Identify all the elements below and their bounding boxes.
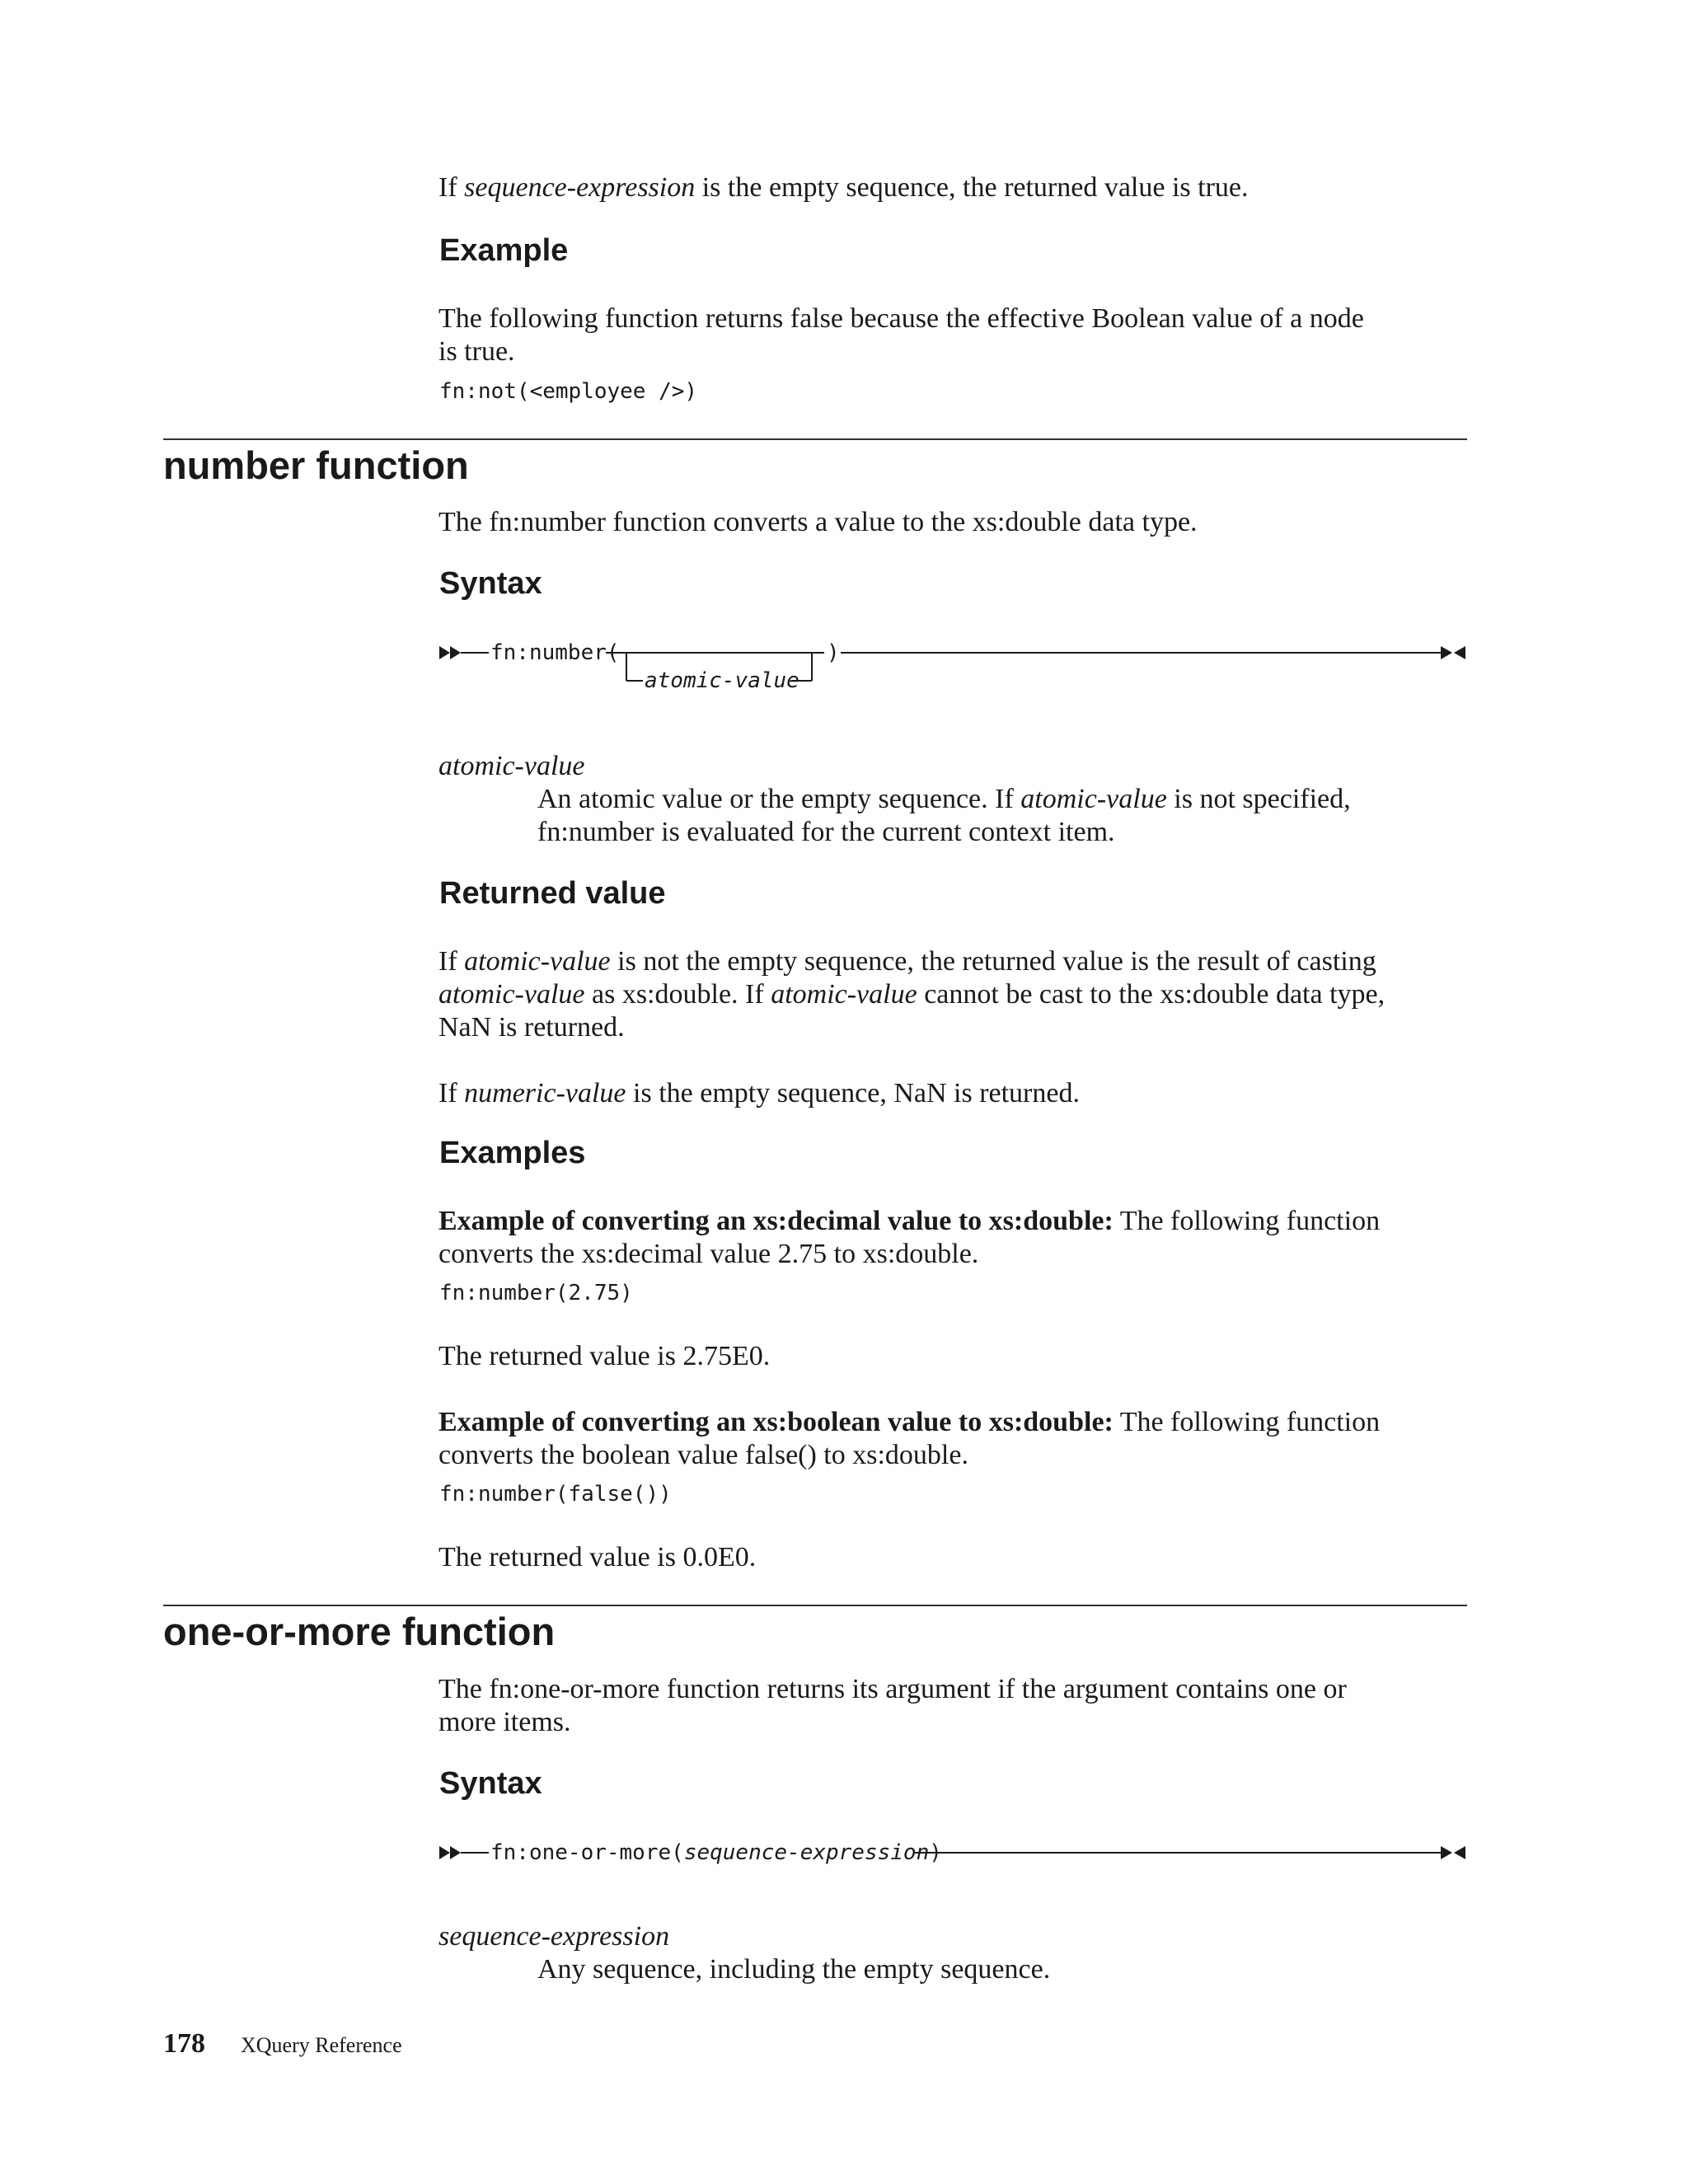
param-term-atomic-value: atomic-value (438, 751, 585, 781)
param-term-sequence-expression: sequence-expression (438, 1921, 670, 1952)
example2-title: Example of converting an xs:boolean value to xs:double: (438, 1407, 1114, 1437)
returned-value-line1: If atomic-value is not the empty sequence, the returned value is the result of casting (438, 946, 1376, 977)
example2-line1: Example of converting an xs:boolean value to xs:double: The following function (438, 1407, 1381, 1437)
example1-line2: converts the xs:decimal value 2.75 to xs:double. (438, 1239, 979, 1269)
example1-result: The returned value is 2.75E0. (438, 1341, 771, 1371)
running-footer-title: XQuery Reference (241, 2033, 402, 2057)
syntax-param-atomic-value: atomic-value (645, 668, 799, 693)
examples-heading: Examples (439, 1136, 586, 1170)
code-example-number-decimal: fn:number(2.75) (439, 1281, 633, 1305)
param-description: Any sequence, including the empty sequence. (537, 1954, 1051, 1985)
syntax-heading: Syntax (439, 566, 542, 601)
returned-value-line3: NaN is returned. (438, 1012, 625, 1043)
syntax-param-sequence-expression: sequence-expression (683, 1840, 930, 1865)
one-or-more-intro-line2: more items. (438, 1707, 571, 1737)
example-description-line1: The following function returns false because the effective Boolean value of a node (438, 303, 1364, 334)
section-title-one-or-more-function: one-or-more function (163, 1610, 556, 1653)
syntax-heading: Syntax (439, 1766, 542, 1801)
number-intro: The fn:number function converts a value to the xs:double data type. (438, 507, 1198, 537)
example1-title: Example of converting an xs:decimal value to xs:double: (438, 1206, 1114, 1236)
example-description-line2: is true. (438, 336, 515, 367)
page-number: 178 (163, 2028, 205, 2059)
code-example-number-boolean: fn:number(false()) (439, 1482, 672, 1507)
param-description-line2: fn:number is evaluated for the current context item. (537, 817, 1115, 847)
syntax-close-paren: ) (827, 640, 840, 665)
example1-line1: Example of converting an xs:decimal value to xs:double: The following function (438, 1206, 1381, 1236)
returned-value-nan-note: If numeric-value is the empty sequence, NaN is returned. (438, 1078, 1080, 1108)
syntax-keyword-fn-number: fn:number( (490, 640, 620, 665)
returned-value-line2: atomic-value as xs:double. If atomic-value cannot be cast to the xs:double data type, (438, 979, 1386, 1010)
param-description-line1: An atomic value or the empty sequence. If atomic-value is not specified, (537, 784, 1351, 814)
example2-result: The returned value is 0.0E0. (438, 1542, 757, 1572)
section-title-number-function: number function (163, 443, 469, 487)
syntax-fn-one-or-more: fn:one-or-more(sequence-expression) (490, 1840, 942, 1865)
returned-value-note: If sequence-expression is the empty sequence, the returned value is true. (438, 172, 1249, 203)
example-heading: Example (439, 233, 569, 268)
example2-line2: converts the boolean value false() to xs:double. (438, 1440, 968, 1470)
term-sequence-expression: sequence-expression (464, 172, 696, 203)
code-example-not: fn:not(<employee />) (439, 379, 698, 404)
returned-value-heading: Returned value (439, 876, 666, 911)
one-or-more-intro-line1: The fn:one-or-more function returns its argument if the argument contains one or (438, 1674, 1347, 1704)
